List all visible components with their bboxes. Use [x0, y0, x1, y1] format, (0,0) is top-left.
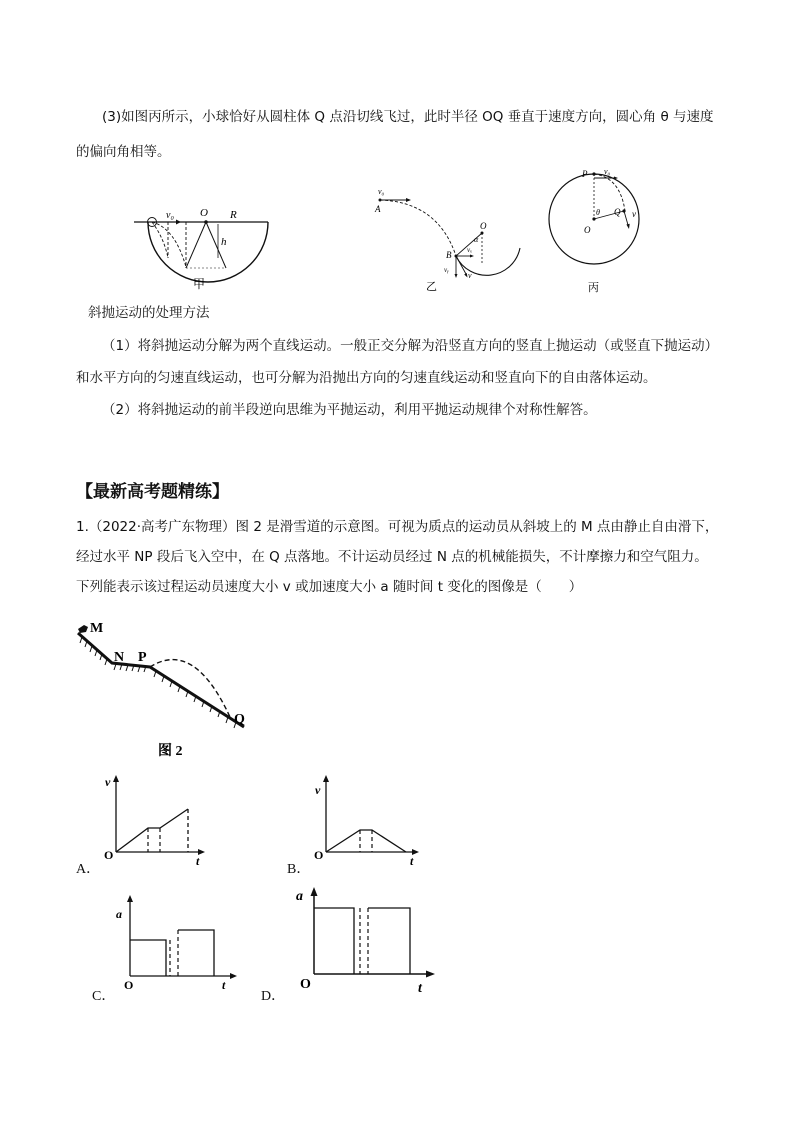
section3-line2: 的偏向角相等。: [76, 144, 171, 160]
option-c-ylabel: a: [116, 907, 122, 921]
yi-label-O: O: [480, 221, 487, 231]
option-d-xlabel: t: [418, 981, 422, 994]
bing-label-P: P: [582, 169, 588, 179]
exam-q1-line3: 下列能表示该过程运动员速度大小 v 或加速度大小 a 随时间 t 变化的图像是（ ）: [76, 579, 583, 595]
yi-caption: 乙: [426, 281, 437, 293]
bing-label-v0: v₀: [604, 167, 611, 176]
exam-q1-line2: 经过水平 NP 段后飞入空中，在 Q 点落地。不计运动员经过 N 点的机械能损失，不计摩擦力和空气阻力。: [76, 549, 708, 565]
bing-caption: 丙: [588, 282, 599, 294]
bing-label-O: O: [584, 225, 591, 235]
figure2-ski-slope: [72, 615, 262, 760]
fig2-caption: 图 2: [158, 744, 183, 759]
option-a-graph: [100, 772, 215, 867]
yi-label-A: A: [375, 204, 381, 214]
fig2-label-M: M: [90, 621, 104, 636]
option-a-origin: O: [104, 848, 114, 862]
option-d-ylabel: a: [296, 889, 303, 904]
option-c-graph: [112, 890, 242, 990]
figure-jia: [130, 200, 270, 292]
yi-label-vy: vᵧ: [444, 266, 449, 274]
option-d-origin: O: [300, 977, 311, 992]
option-b-origin: O: [314, 848, 324, 862]
yi-label-B: B: [446, 250, 452, 260]
option-b-ylabel: v: [315, 783, 321, 797]
fig2-label-Q: Q: [234, 712, 245, 727]
jia-label-h: h: [221, 236, 227, 248]
option-a-xlabel: t: [196, 854, 200, 867]
section3-line1: (3)如图丙所示，小球恰好从圆柱体 Q 点沿切线飞过，此时半径 OQ 垂直于速度方向，圆心角 θ 与速度: [102, 109, 714, 125]
option-d-letter[interactable]: D．: [261, 989, 286, 1004]
bing-label-v: v: [632, 209, 636, 219]
jia-label-O: O: [200, 207, 208, 219]
exam-q1-line1: 1.（2022·高考广东物理）图 2 是滑雪道的示意图。可视为质点的运动员从斜坡上的 M 点由静止自由滑下，: [76, 519, 719, 535]
option-c-letter[interactable]: C．: [92, 989, 116, 1004]
option-b-xlabel: t: [410, 854, 414, 867]
oblique-title: 斜抛运动的处理方法: [88, 305, 210, 321]
bing-label-Q: Q: [614, 207, 621, 217]
option-d-graph: [290, 882, 440, 994]
exam-heading: 【最新高考题精练】: [76, 482, 229, 502]
option-a-ylabel: v: [105, 775, 111, 789]
jia-label-R: R: [230, 209, 237, 221]
option-c-origin: O: [124, 978, 134, 990]
yi-label-alpha: α: [474, 235, 479, 244]
option-a-letter[interactable]: A．: [76, 862, 101, 877]
yi-label-v0: v₀: [378, 187, 385, 196]
figure-bing: [542, 165, 652, 295]
fig2-label-N: N: [114, 650, 125, 665]
yi-label-v: v: [468, 271, 472, 280]
option-b-graph: [310, 772, 425, 867]
oblique-p1-line1: （1）将斜抛运动分解为两个直线运动。一般正交分解为沿竖直方向的竖直上抛运动（或竖直下抛运动）: [102, 338, 719, 354]
bing-label-theta: θ: [596, 208, 600, 217]
figure-yi: [370, 182, 530, 294]
jia-label-v0: v₀: [166, 210, 174, 221]
yi-label-vx: vₓ: [467, 246, 473, 254]
oblique-p1-line2: 和水平方向的匀速直线运动，也可分解为沿抛出方向的匀速直线运动和竖直向下的自由落体运动。: [76, 370, 657, 386]
fig2-label-P: P: [138, 650, 147, 665]
oblique-p2: （2）将斜抛运动的前半段逆向思维为平抛运动，利用平抛运动规律个对称性解答。: [102, 402, 597, 418]
jia-caption: 甲: [193, 277, 206, 291]
option-b-letter[interactable]: B．: [287, 862, 311, 877]
option-c-xlabel: t: [222, 978, 226, 990]
